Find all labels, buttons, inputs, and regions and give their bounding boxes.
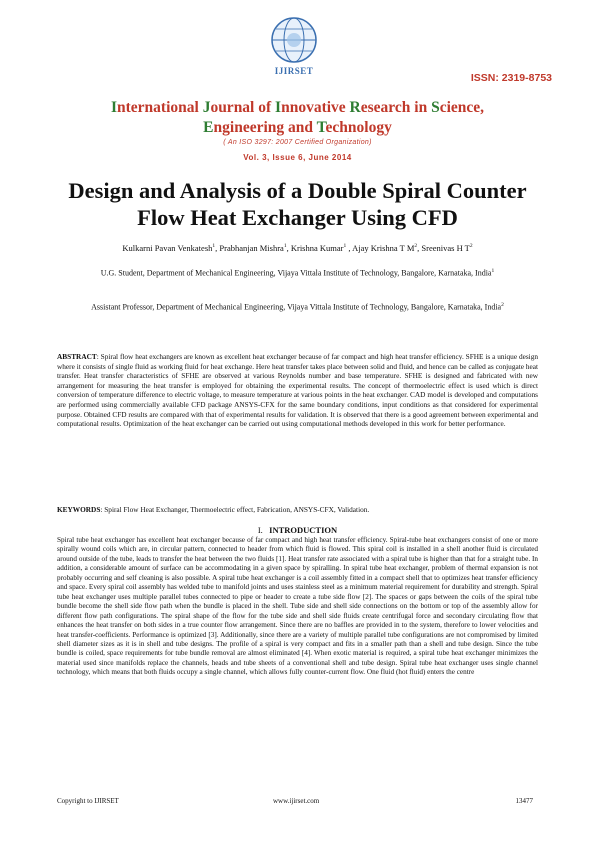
abstract: [57, 352, 538, 429]
author-list: Kulkarni Pavan Venkatesh$^1$, Prabhanjan Mishra$^1$, Krishna Kumar$^1$ , Ajay Krishna T $M^2$, Sreenivas H $T^2$: [122, 243, 473, 253]
abstract-text: : Spiral flow heat exchangers are known as excellent heat exchanger because of far compact and high heat transfer efficiency. SFHE is a unique design where it consists of single fluid as working fluid for heat exchange. Here heat transfer takes place between solid and fluid, and hence can be called as conjugate heat transfer. Heat transfer characteristics of SFHE are observed at various Reynolds number and base temperature. SFHE is designed and fabricated with new arrangement for measuring the heat transfer is employed for obtaining the experimental results. The concept of thermoelectric effect is used which is direct conversion of temperature difference to electric voltage, to measure temperature at various points in the heat exchanger. CAD model is developed and computations are performed using commercially available CFD package ANSYS-CFX for the same boundary conditions, input conditions as that considered for experimental purpose. Obtained CFD results are compared with that of experimental results for validation. It is observed that there is a good agreement between experimental and computational results. Optimization of the heat exchanger can be carried out using computational methods developed in this work for better performance.: [57, 352, 538, 429]
paper-title: Design and Analysis of a Double Spiral Counter Flow Heat Exchanger Using CFD: [68, 178, 527, 230]
globe-logo-icon: [263, 14, 325, 66]
logo-text: IJIRSET: [274, 66, 314, 76]
affiliation-2: Assistant Professor, Department of Mechanical Engineering, Vijaya Vittala Institute of Technology, Bangalore, Karnataka, India$^2$: [91, 302, 504, 312]
introduction-text: Spiral tube heat exchanger has excellent heat exchanger because of far compact and high heat transfer efficiency. Spiral-tube heat exchangers consist of one or more spirally wound coils which are, in circular pattern, connected to header from which fluid is flowed. This spiral coil is installed in a shell another fluid is circulated around outside of the tube, leads to transfer the heat between the two fluids [1]. Heat transfer rate associated with a spiral tube is higher than that for a straight tube. In addition, a considerable amount of surface can be accommodating in a given space by spiralling. In spiral tube heat exchanger, problem of thermal expansion is not probably occurring and self cleaning is also possible. A spiral tube heat exchanger is a coil assembly fitted in a compact shell that to optimizes heat transfer efficiency and space. Every spiral coil assembly has welded tube to manifold joints and uses stainless steel as a minimum material requirement for durability and strength. Spiral tube heat exchanger uses multiple parallel tubes connected to pipe or header to create a tube side flow [2]. The spaces or gaps between the coils of the spiral tube bundle become the shell side flow path when the bundle is placed in the shell. Tube side and shell side connections on the bottom or top of the assembly allow for different flow path configurations. The spiral shape of the flow for the tube side and shell side fluids create centrifugal force and secondary circulating flow that enhances the heat transfer on both sides in a true counter flow arrangement. Since there are no baffles are provided in to the system, therefore to lower velocities and heat transfer-coefficients. Performance is optimized [3]. Additionally, since there are a variety of multiple parallel tube configurations are not compromised by limited shell diameter sizes as it is in shell and tube designs. The profile of a spiral is very compact and fits in a smaller path than a shell and tube design. Since the tube bundle is coiled, space requirements for tube bundle removal are almost eliminated [4]. When exotic material is required, a spiral tube heat exchanger minimizes the material used since manifolds replace the channels, heads and tube sheets of a conventional shell and tube design. Spiral tube heat exchanger uses single channel technology, which means that both fluids occupy a single channel, which allows fully counter-current flow. One fluid (hot fluid) enters the centre: [57, 536, 538, 677]
footer-website[interactable]: www.ijirset.com: [273, 797, 320, 805]
footer-page-number: 13477: [515, 797, 533, 805]
footer-copyright: Copyright to IJIRSET: [57, 797, 119, 805]
issn-number: ISSN: 2319-8753: [470, 72, 552, 84]
keywords-text: : Spiral Flow Heat Exchanger, Thermoelectric effect, Fabrication, ANSYS-CFX, Validation.: [100, 505, 370, 514]
volume-issue: Vol. 3, Issue 6, June 2014: [243, 153, 352, 162]
section-heading: I. INTRODUCTION: [257, 525, 338, 535]
affiliation-1: U.G. Student, Department of Mechanical Engineering, Vijaya Vittala Institute of Technology, Bangalore, Karnataka, India$^1$: [100, 268, 495, 278]
keywords: [57, 505, 538, 515]
abstract-label: ABSTRACT: [57, 352, 97, 361]
journal-logo: [263, 14, 325, 84]
certification-note: ( An ISO 3297: 2007 Certified Organization): [223, 139, 372, 146]
keywords-label: KEYWORDS: [57, 505, 101, 514]
journal-title: International Journal of Innovative Research in Science, Engineering and Technology: [110, 99, 485, 136]
